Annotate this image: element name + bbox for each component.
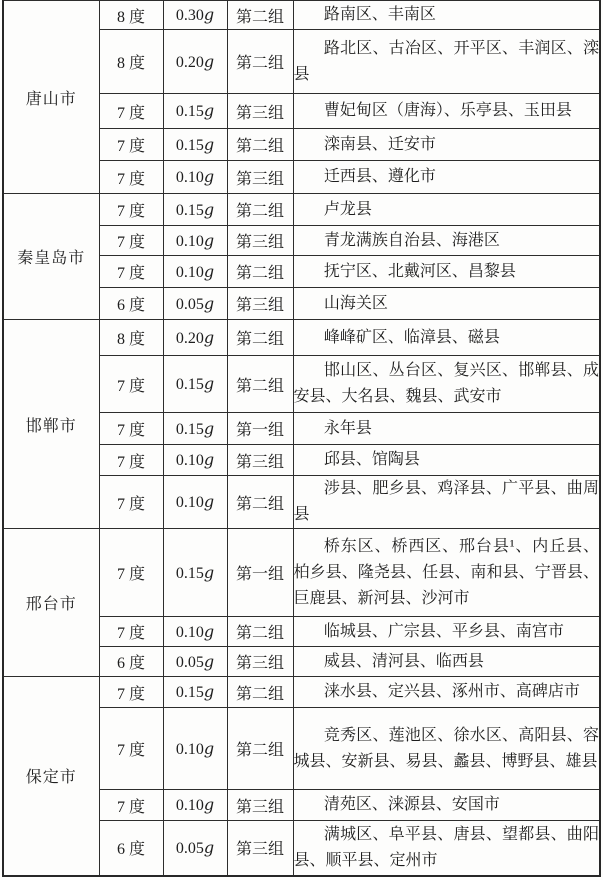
intensity-cell: 7 度	[99, 708, 163, 790]
districts-cell: 清苑区、涞源县、安国市	[293, 790, 600, 821]
acceleration-unit: g	[203, 795, 215, 814]
intensity-cell: 6 度	[99, 821, 163, 876]
acceleration-value: 0.10	[175, 740, 204, 758]
acceleration-unit: g	[203, 738, 215, 758]
acceleration-cell	[163, 529, 227, 617]
districts-cell: 邯山区、丛台区、复兴区、邯郸县、成安县、大名县、魏县、武安市	[293, 356, 600, 413]
districts-cell: 竞秀区、莲池区、徐水区、高阳县、容城县、安新县、易县、蠡县、博野县、雄县	[293, 708, 600, 790]
intensity-cell: 7 度	[99, 256, 163, 288]
intensity-cell: 7 度	[99, 529, 163, 617]
group-cell: 第一组	[227, 529, 293, 617]
acceleration-unit: g	[203, 230, 215, 250]
intensity-cell: 6 度	[99, 288, 163, 320]
group-cell: 第二组	[227, 708, 293, 790]
intensity-cell: 7 度	[99, 445, 163, 476]
acceleration-cell	[163, 708, 227, 790]
acceleration-cell	[163, 288, 227, 320]
city-cell: 唐山市	[3, 1, 99, 194]
acceleration-cell	[163, 161, 227, 194]
acceleration-value: 0.05	[175, 653, 204, 671]
group-cell: 第二组	[227, 1, 293, 30]
acceleration-value: 0.10	[175, 452, 204, 469]
group-cell: 第二组	[227, 194, 293, 226]
acceleration-cell	[163, 256, 227, 288]
group-cell: 第二组	[227, 129, 293, 161]
acceleration-value: 0.30	[175, 7, 204, 24]
acceleration-cell	[163, 1, 227, 30]
acceleration-value: 0.15	[175, 376, 204, 393]
districts-cell: 路南区、丰南区	[293, 1, 600, 30]
group-cell: 第二组	[227, 617, 293, 647]
acceleration-cell	[163, 647, 227, 677]
districts-cell: 满城区、阜平县、唐县、望都县、曲阳县、顺平县、定州市	[293, 821, 600, 876]
acceleration-value: 0.15	[175, 136, 204, 154]
districts-cell: 卢龙县	[293, 194, 600, 226]
city-cell: 邢台市	[3, 529, 99, 677]
acceleration-value: 0.10	[175, 623, 204, 641]
intensity-cell: 7 度	[99, 129, 163, 161]
acceleration-unit: g	[203, 837, 215, 857]
acceleration-value: 0.15	[175, 684, 204, 701]
acceleration-cell	[163, 30, 227, 94]
acceleration-unit: g	[203, 562, 215, 582]
districts-cell: 山海关区	[293, 288, 600, 320]
acceleration-value: 0.15	[175, 201, 204, 219]
group-cell: 第三组	[227, 161, 293, 194]
group-cell: 第三组	[227, 647, 293, 677]
group-cell: 第一组	[227, 413, 293, 445]
acceleration-cell	[163, 677, 227, 708]
acceleration-unit: g	[203, 651, 215, 671]
table-row	[3, 320, 600, 356]
seismic-zoning-table	[2, 0, 601, 877]
districts-cell: 曹妃甸区（唐海）、乐亭县、玉田县	[293, 94, 600, 129]
districts-cell: 峰峰矿区、临漳县、磁县	[293, 320, 600, 356]
acceleration-cell	[163, 617, 227, 647]
intensity-cell: 8 度	[99, 30, 163, 94]
acceleration-unit: g	[203, 5, 215, 24]
acceleration-value: 0.20	[175, 329, 204, 347]
intensity-cell: 7 度	[99, 790, 163, 821]
intensity-cell: 7 度	[99, 476, 163, 529]
acceleration-unit: g	[203, 51, 215, 71]
acceleration-unit: g	[203, 374, 215, 393]
intensity-cell: 7 度	[99, 226, 163, 256]
acceleration-cell	[163, 790, 227, 821]
group-cell: 第二组	[227, 677, 293, 708]
intensity-cell: 6 度	[99, 647, 163, 677]
districts-cell: 青龙满族自治县、海港区	[293, 226, 600, 256]
acceleration-value: 0.15	[175, 420, 204, 438]
table-row	[3, 529, 600, 617]
acceleration-unit: g	[203, 167, 215, 186]
districts-cell: 涉县、肥乡县、鸡泽县、广平县、曲周县	[293, 476, 600, 529]
districts-cell: 临城县、广宗县、平乡县、南宫市	[293, 617, 600, 647]
acceleration-unit: g	[203, 293, 215, 313]
intensity-cell: 7 度	[99, 194, 163, 226]
acceleration-value: 0.15	[175, 564, 204, 582]
acceleration-unit: g	[203, 199, 215, 219]
acceleration-cell	[163, 413, 227, 445]
group-cell: 第三组	[227, 445, 293, 476]
table-row	[3, 1, 600, 30]
districts-cell: 抚宁区、北戴河区、昌黎县	[293, 256, 600, 288]
group-cell: 第二组	[227, 356, 293, 413]
city-cell: 保定市	[3, 677, 99, 876]
acceleration-cell	[163, 356, 227, 413]
intensity-cell: 7 度	[99, 356, 163, 413]
acceleration-unit: g	[203, 450, 215, 469]
acceleration-value: 0.10	[175, 263, 204, 281]
group-cell: 第三组	[227, 226, 293, 256]
intensity-cell: 7 度	[99, 617, 163, 647]
acceleration-value: 0.20	[175, 53, 204, 71]
acceleration-value: 0.05	[175, 839, 204, 857]
intensity-cell: 8 度	[99, 1, 163, 30]
group-cell: 第三组	[227, 94, 293, 129]
acceleration-value: 0.10	[175, 232, 204, 250]
acceleration-unit: g	[203, 261, 215, 281]
districts-cell: 路北区、古冶区、开平区、丰润区、滦县	[293, 30, 600, 94]
acceleration-value: 0.05	[175, 295, 204, 313]
acceleration-unit: g	[203, 101, 215, 120]
districts-cell: 桥东区、桥西区、邢台县¹、内丘县、柏乡县、隆尧县、任县、南和县、宁晋县、巨鹿县、新河县、沙河市	[293, 529, 600, 617]
acceleration-unit: g	[203, 492, 215, 511]
districts-cell: 涞水县、定兴县、涿州市、高碑店市	[293, 677, 600, 708]
acceleration-cell	[163, 194, 227, 226]
intensity-cell: 8 度	[99, 320, 163, 356]
intensity-cell: 7 度	[99, 677, 163, 708]
intensity-cell: 7 度	[99, 413, 163, 445]
acceleration-cell	[163, 129, 227, 161]
group-cell: 第二组	[227, 320, 293, 356]
acceleration-cell	[163, 476, 227, 529]
acceleration-cell	[163, 445, 227, 476]
acceleration-value: 0.10	[175, 797, 204, 814]
acceleration-unit: g	[203, 418, 215, 438]
acceleration-cell	[163, 226, 227, 256]
city-cell: 邯郸市	[3, 320, 99, 529]
group-cell: 第二组	[227, 256, 293, 288]
acceleration-value: 0.15	[175, 103, 204, 120]
acceleration-cell	[163, 94, 227, 129]
acceleration-value: 0.10	[175, 494, 204, 511]
intensity-cell: 7 度	[99, 94, 163, 129]
group-cell: 第二组	[227, 30, 293, 94]
acceleration-cell	[163, 821, 227, 876]
acceleration-cell	[163, 320, 227, 356]
group-cell: 第三组	[227, 790, 293, 821]
group-cell: 第三组	[227, 821, 293, 876]
group-cell: 第二组	[227, 476, 293, 529]
districts-cell: 邱县、馆陶县	[293, 445, 600, 476]
districts-cell: 迁西县、遵化市	[293, 161, 600, 194]
group-cell: 第三组	[227, 288, 293, 320]
acceleration-value: 0.10	[175, 169, 204, 186]
city-cell: 秦皇岛市	[3, 194, 99, 320]
acceleration-unit: g	[203, 621, 215, 641]
acceleration-unit: g	[203, 134, 215, 154]
districts-cell: 滦南县、迁安市	[293, 129, 600, 161]
table-row	[3, 677, 600, 708]
intensity-cell: 7 度	[99, 161, 163, 194]
districts-cell: 威县、清河县、临西县	[293, 647, 600, 677]
table-row	[3, 194, 600, 226]
acceleration-unit: g	[203, 682, 215, 701]
acceleration-unit: g	[203, 327, 215, 347]
districts-cell: 永年县	[293, 413, 600, 445]
